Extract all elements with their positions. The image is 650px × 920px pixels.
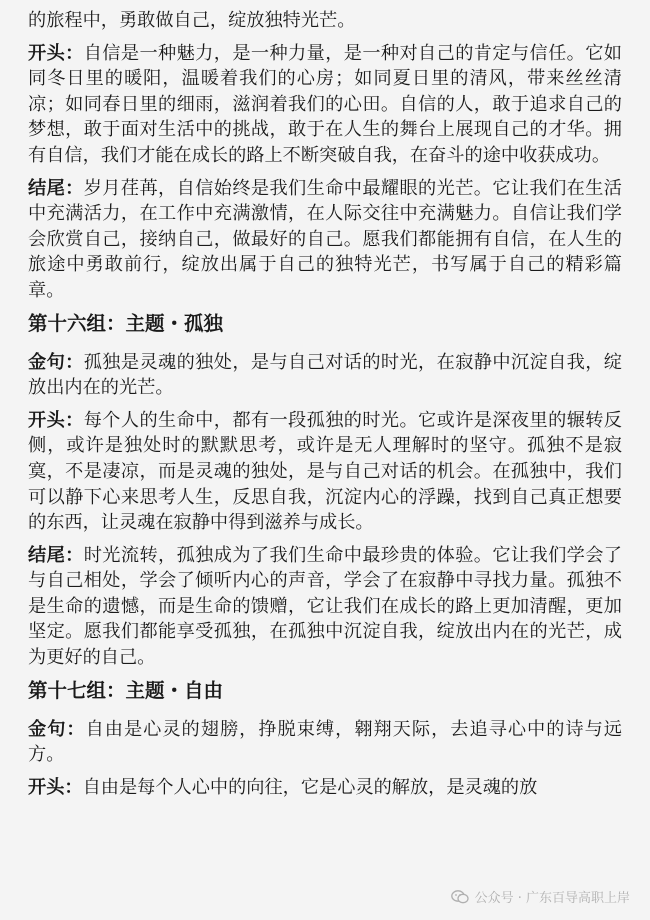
quote-text: 自由是心灵的翅膀，挣脱束缚，翱翔天际，去追寻心中的诗与远方。 bbox=[28, 718, 622, 766]
group16-opening-paragraph bbox=[28, 408, 622, 536]
group17-quote-paragraph bbox=[28, 717, 622, 768]
opening-label: 开头： bbox=[28, 776, 83, 798]
wechat-icon bbox=[451, 890, 469, 904]
opening-text: 每个人的生命中，都有一段孤独的时光。它或许是深夜里的辗转反侧，或许是独处时的默默思考，或许是无人理解时的坚守。孤独不是寂寞，不是凄凉，而是灵魂的独处，是与自己对话的机会。在孤独中，我们可以静下心来思考人生，反思自我，沉淀内心的浮躁，找到自己真正想要的东西，让灵魂在寂静中得到滋养与成长。 bbox=[28, 409, 622, 534]
group15-ending-paragraph bbox=[28, 176, 622, 304]
opening-label: 开头： bbox=[28, 42, 84, 64]
group17-opening-paragraph bbox=[28, 775, 622, 801]
watermark-text: 公众号 · 广东百导高职上岸 bbox=[474, 891, 630, 906]
ending-label: 结尾： bbox=[28, 177, 84, 199]
ending-label: 结尾： bbox=[28, 544, 84, 566]
continuation-paragraph bbox=[28, 8, 622, 34]
quote-label: 金句： bbox=[28, 351, 84, 373]
document-page bbox=[28, 8, 622, 807]
group16-ending-paragraph bbox=[28, 543, 622, 671]
group16-heading: 第十六组：主题・孤独 bbox=[28, 311, 224, 335]
continuation-text: 的旅程中，勇敢做自己，绽放独特光芒。 bbox=[28, 10, 356, 31]
opening-label: 开头： bbox=[28, 409, 84, 431]
group17-heading: 第十七组：主题・自由 bbox=[28, 678, 224, 702]
group15-opening-paragraph bbox=[28, 41, 622, 169]
watermark bbox=[451, 887, 630, 906]
opening-text: 自信是一种魅力，是一种力量，是一种对自己的肯定与信任。它如同冬日里的暖阳，温暖着我们的心房；如同夏日里的清风，带来丝丝清凉；如同春日里的细雨，滋润着我们的心田。自信的人，敢于追求自己的梦想，敢于面对生活中的挑战，敢于在人生的舞台上展现自己的才华。拥有自信，我们才能在成长的路上不断突破自我，在奋斗的途中收获成功。 bbox=[28, 42, 622, 166]
ending-text: 岁月荏苒，自信始终是我们生命中最耀眼的光芒。它让我们在生活中充满活力，在工作中充满激情，在人际交往中充满魅力。自信让我们学会欣赏自己，接纳自己，做最好的自己。愿我们都能拥有自信，在人生的旅途中勇敢前行，绽放出属于自己的独特光芒，书写属于自己的精彩篇章。 bbox=[28, 177, 622, 301]
quote-text: 孤独是灵魂的独处，是与自己对话的时光，在寂静中沉淀自我，绽放出内在的光芒。 bbox=[28, 351, 622, 399]
ending-text: 时光流转，孤独成为了我们生命中最珍贵的体验。它让我们学会了与自己相处，学会了倾听内心的声音，学会了在寂静中寻找力量。孤独不是生命的遗憾，而是生命的馈赠，它让我们在成长的路上更加清醒，更加坚定。愿我们都能享受孤独，在孤独中沉淀自我，绽放出内在的光芒，成为更好的自己。 bbox=[28, 544, 622, 669]
group16-quote-paragraph bbox=[28, 350, 622, 401]
opening-text: 自由是每个人心中的向往，它是心灵的解放，是灵魂的放 bbox=[82, 776, 538, 798]
quote-label: 金句： bbox=[28, 718, 86, 740]
